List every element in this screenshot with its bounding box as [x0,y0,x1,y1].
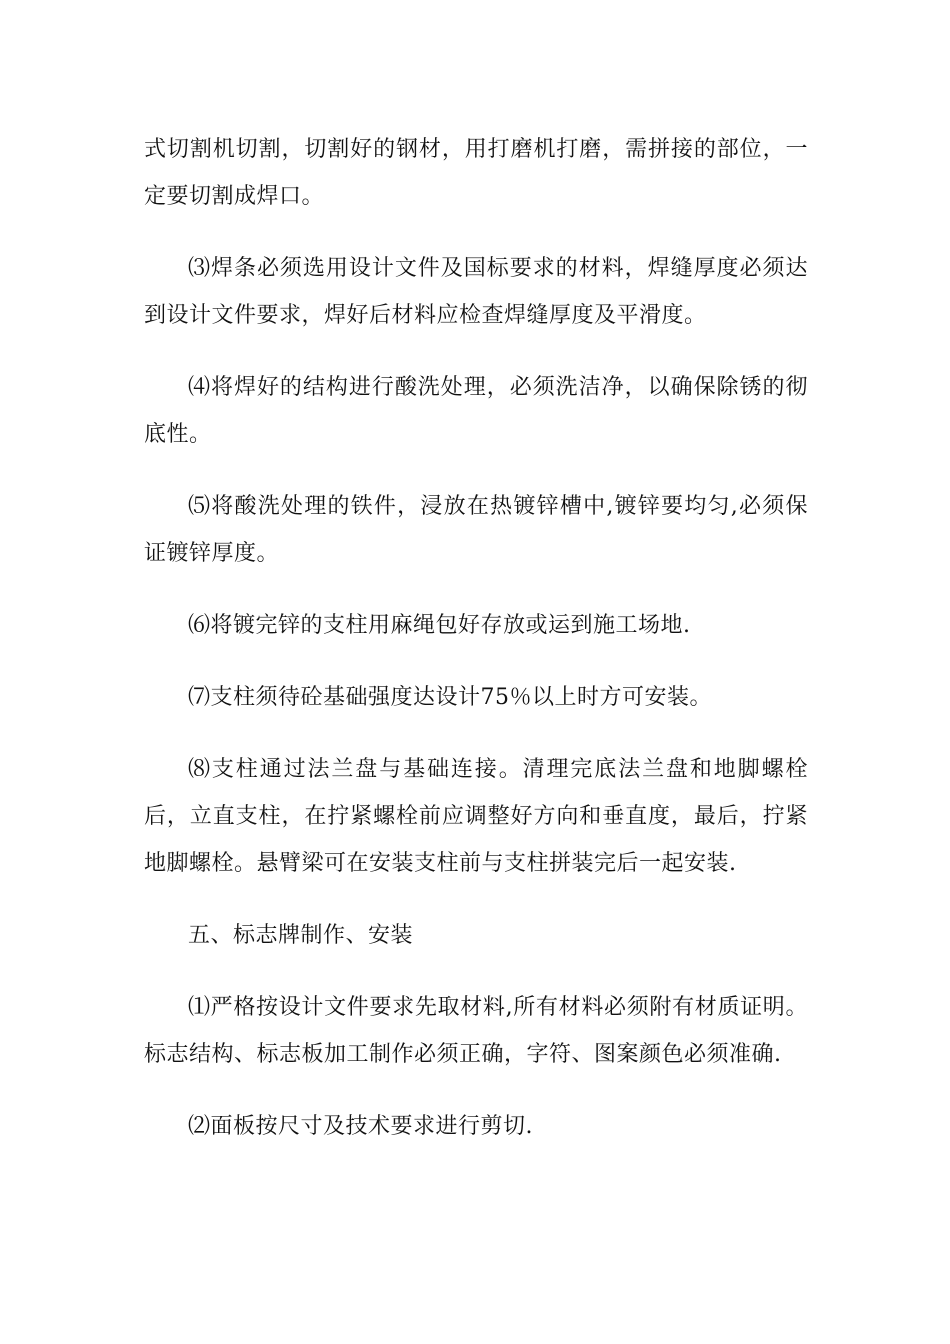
paragraph-continuation-cutting: 式切割机切割，切割好的钢材，用打磨机打磨，需拼接的部位，一定要切割成焊口。 [144,137,808,209]
paragraph-step-6-storage: ⑹将镀完锌的支柱用麻绳包好存放或运到施工场地. [188,613,691,638]
paragraph-step-5-galvanizing: ⑸将酸洗处理的铁件，浸放在热镀锌槽中,镀锌要均匀,必须保证镀锌厚度。 [144,494,808,566]
paragraph-step-4-pickling: ⑷将焊好的结构进行酸洗处理，必须洗洁净，以确保除锈的彻底性。 [144,375,808,447]
paragraph-sign-step-2-cutting: ⑵面板按尺寸及技术要求进行剪切. [188,1114,533,1139]
paragraph-step-8-flange-connection: ⑻支柱通过法兰盘与基础连接。清理完底法兰盘和地脚螺栓后，立直支柱，在拧紧螺栓前应调整好方向和垂直度，最后，拧紧地脚螺栓。悬臂梁可在安装支柱前与支柱拼装完后一起安装. [144,757,808,876]
paragraph-step-7-installation-strength: ⑺支柱须待砼基础强度达设计75％以上时方可安装。 [188,685,712,710]
paragraph-step-3-welding: ⑶焊条必须选用设计文件及国标要求的材料，焊缝厚度必须达到设计文件要求，焊好后材料应检查焊缝厚度及平滑度。 [144,256,808,328]
paragraph-sign-step-1-materials: ⑴严格按设计文件要求先取材料,所有材料必须附有材质证明。标志结构、标志板加工制作必须正确，字符、图案颜色必须准确. [144,995,808,1067]
document-body [144,126,808,1150]
section-heading-sign-fabrication: 五、标志牌制作、安装 [188,923,414,948]
